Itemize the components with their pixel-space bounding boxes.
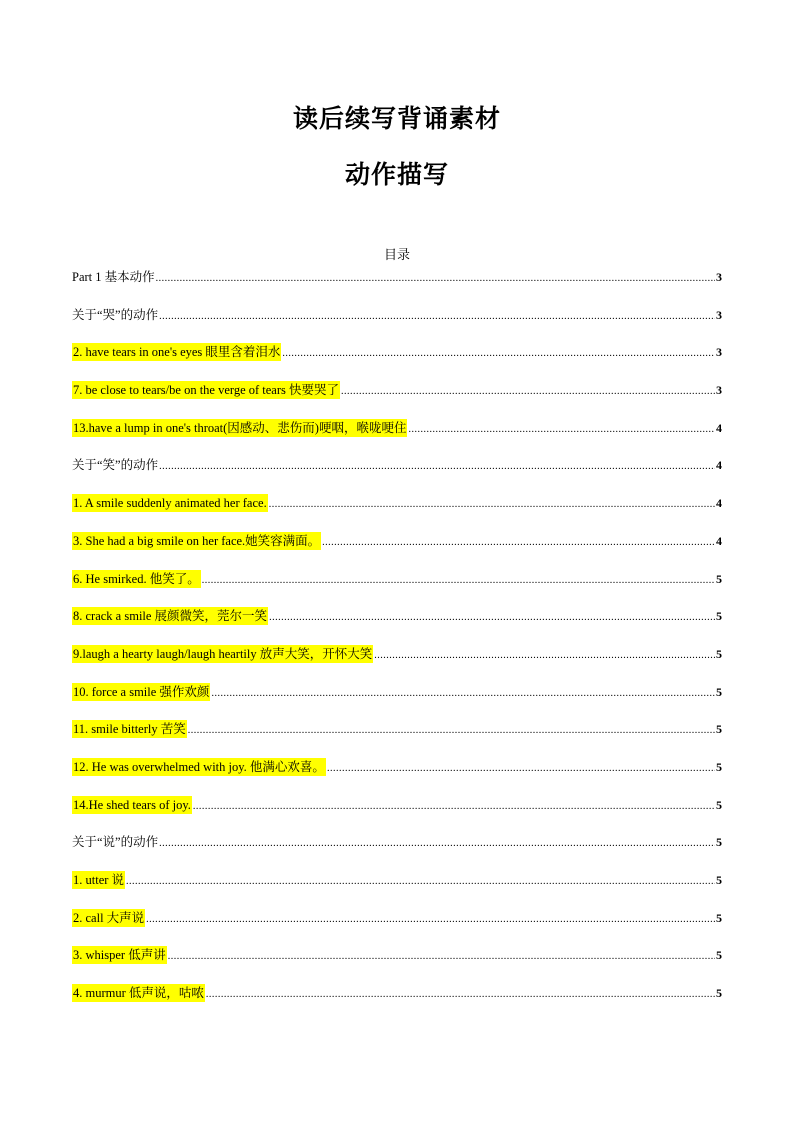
toc-entry[interactable] <box>72 984 722 1022</box>
document-title: 读后续写背诵素材 <box>292 104 501 133</box>
toc-leader-dots <box>282 345 715 363</box>
toc-leader-dots <box>146 911 715 929</box>
toc-entry-page: 5 <box>716 571 722 586</box>
toc-entry-page: 5 <box>716 759 722 774</box>
toc-entry[interactable] <box>72 456 722 494</box>
toc-entry[interactable] <box>72 720 722 758</box>
toc-entry-page: 5 <box>716 684 722 699</box>
toc-entry[interactable] <box>72 909 722 947</box>
toc-entry-page: 5 <box>716 646 722 661</box>
toc-entry[interactable] <box>72 306 722 344</box>
toc-entry-page: 3 <box>716 270 722 284</box>
toc-leader-dots <box>408 421 715 439</box>
toc-entry[interactable] <box>72 343 722 381</box>
toc-leader-dots <box>211 685 715 703</box>
toc-leader-dots <box>159 308 715 326</box>
toc-leader-dots <box>159 835 715 853</box>
toc-entry-page: 5 <box>716 722 722 737</box>
toc-entry-page: 5 <box>716 873 722 887</box>
toc-entry[interactable] <box>72 645 722 683</box>
toc-entry-page: 5 <box>716 910 722 925</box>
toc-entry[interactable] <box>72 268 722 306</box>
toc-entry-label: 1. utter 说 <box>73 873 125 887</box>
toc-entry-page: 5 <box>716 986 722 1001</box>
toc-entry[interactable] <box>72 570 722 608</box>
toc-entry-label: 2. have tears in one's eyes 眼里含着泪水 <box>73 345 281 360</box>
toc-entry-page: 4 <box>716 533 722 548</box>
toc-leader-dots <box>126 873 715 891</box>
toc-entry-page: 5 <box>716 797 722 812</box>
toc-entry-label: 9.laugh a hearty laugh/laugh heartily 放声大笑，开怀大笑 <box>73 646 373 661</box>
toc-leader-dots <box>168 948 715 966</box>
toc-entry-page: 5 <box>716 609 722 624</box>
toc-entry[interactable] <box>72 381 722 419</box>
toc-entry-label: 11. smile bitterly 苦笑 <box>73 722 186 737</box>
toc-entry-label: 14.He shed tears of joy. <box>73 797 191 812</box>
toc-entry[interactable] <box>72 796 722 834</box>
toc-entry-label: Part 1 基本动作 <box>72 270 155 284</box>
toc-leader-dots <box>156 270 715 288</box>
toc-entry[interactable] <box>72 532 722 570</box>
toc-entry[interactable] <box>72 607 722 645</box>
toc-entry[interactable] <box>72 494 722 532</box>
toc-entry-label: 6. He smirked. 他笑了。 <box>73 571 200 586</box>
table-of-contents <box>72 268 722 1022</box>
toc-entry-page: 4 <box>716 458 722 473</box>
toc-entry-label: 10. force a smile 强作欢颜 <box>73 684 210 699</box>
toc-entry-label: 关于“说”的动作 <box>72 835 159 850</box>
toc-entry-page: 5 <box>716 835 722 850</box>
toc-leader-dots <box>374 647 715 665</box>
toc-entry[interactable] <box>72 419 722 457</box>
toc-leader-dots <box>193 798 715 816</box>
toc-entry-label: 关于“哭”的动作 <box>72 307 159 322</box>
toc-entry[interactable] <box>72 946 722 984</box>
toc-leader-dots <box>269 609 715 627</box>
toc-entry-page: 3 <box>716 307 722 322</box>
toc-entry-label: 4. murmur 低声说，咕哝 <box>73 986 204 1001</box>
toc-entry-page: 4 <box>716 420 722 435</box>
toc-entry-label: 12. He was overwhelmed with joy. 他满心欢喜。 <box>73 759 325 774</box>
toc-leader-dots <box>206 986 715 1004</box>
toc-entry-page: 3 <box>716 383 722 398</box>
toc-entry-label: 2. call 大声说 <box>73 910 145 925</box>
toc-leader-dots <box>159 458 715 476</box>
toc-leader-dots <box>327 760 715 778</box>
toc-heading: 目录 <box>383 248 410 263</box>
toc-entry-label: 13.have a lump in one's throat(因感动、悲伤而)哽咽，喉咙哽住 <box>73 420 407 435</box>
toc-entry-label: 7. be close to tears/be on the verge of tears 快要哭了 <box>73 383 340 398</box>
toc-leader-dots <box>202 572 715 590</box>
toc-entry[interactable] <box>72 683 722 721</box>
toc-entry-label: 3. She had a big smile on her face.她笑容满面。 <box>73 533 321 548</box>
toc-entry-label: 3. whisper 低声讲 <box>73 948 166 963</box>
toc-entry-page: 5 <box>716 948 722 963</box>
toc-leader-dots <box>188 722 715 740</box>
toc-entry[interactable] <box>72 833 722 871</box>
toc-leader-dots <box>341 383 715 401</box>
toc-entry-page: 3 <box>716 345 722 360</box>
toc-entry-label: 1. A smile suddenly animated her face. <box>73 496 267 511</box>
document-subtitle: 动作描写 <box>344 160 449 189</box>
toc-leader-dots <box>269 496 715 514</box>
toc-entry-page: 4 <box>716 496 722 511</box>
toc-entry-label: 8. crack a smile 展颜微笑，莞尔一笑 <box>73 609 268 624</box>
toc-entry-label: 关于“笑”的动作 <box>72 458 159 473</box>
toc-entry[interactable] <box>72 871 722 909</box>
toc-leader-dots <box>322 534 715 552</box>
toc-entry[interactable] <box>72 758 722 796</box>
